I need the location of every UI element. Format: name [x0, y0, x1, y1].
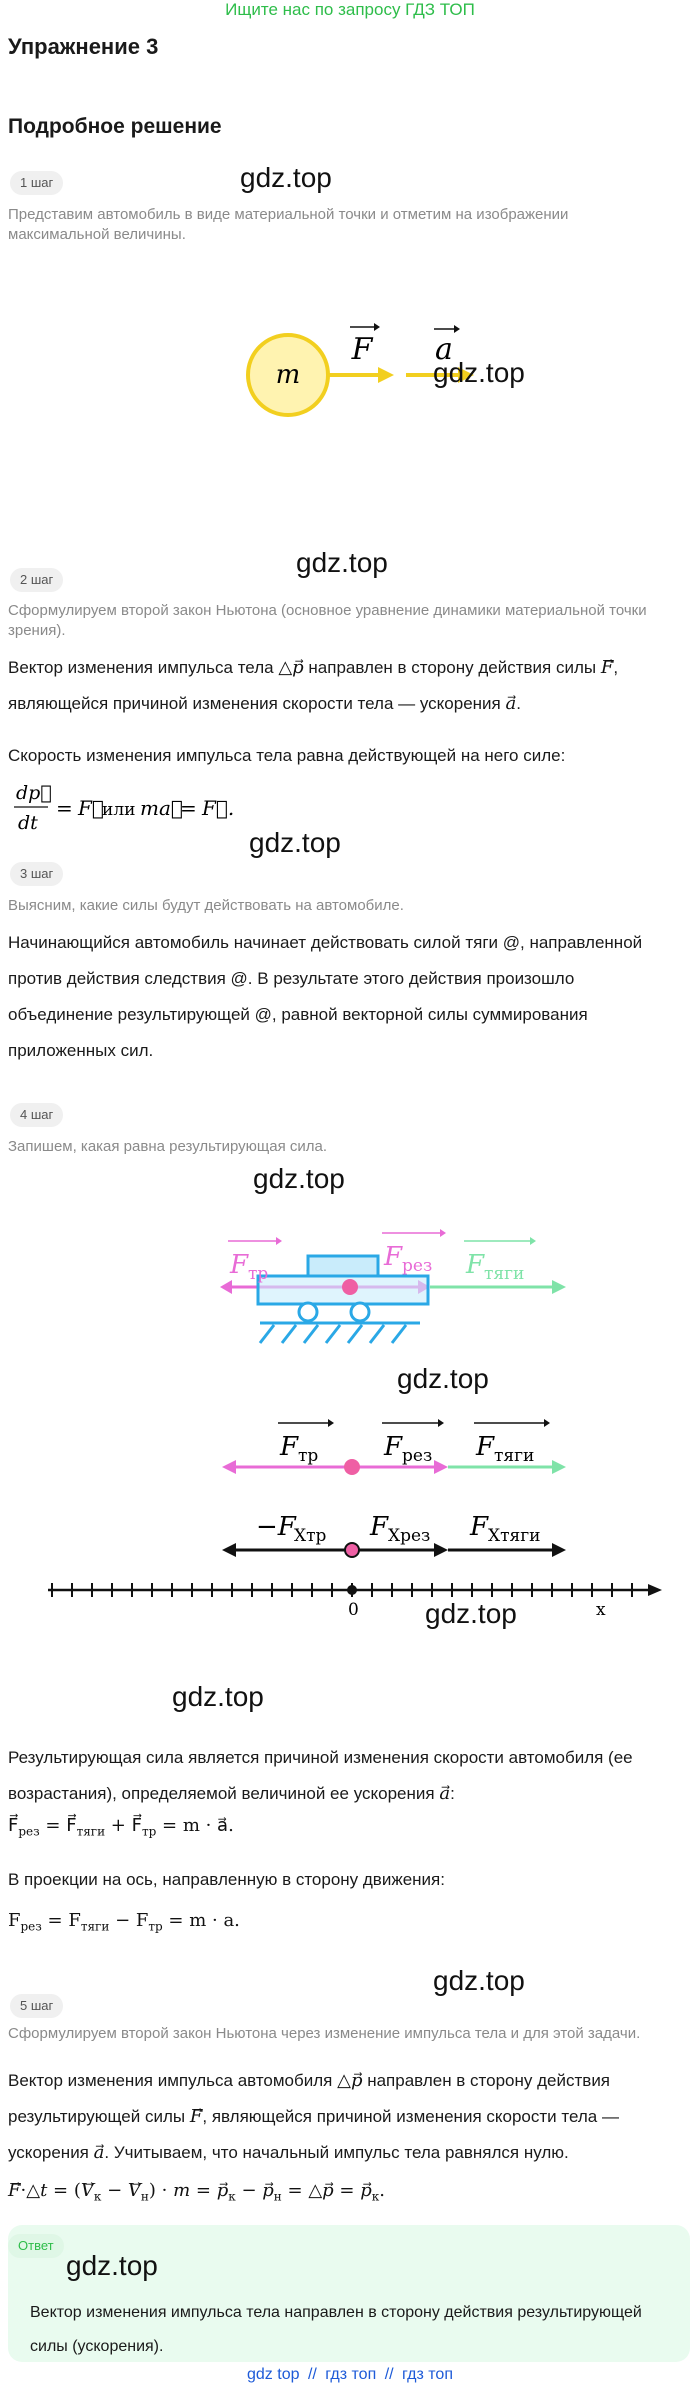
svg-text:F: F	[370, 1512, 389, 1542]
step-4-text-2: В проекции на ось, направленную в сторону движения:	[8, 1870, 445, 1889]
accel-symbol: a	[505, 693, 517, 714]
step-1-hint: Представим автомобиль в виде материальной точки и отметим на изображении максимальной величины.	[8, 206, 569, 243]
friction-label: F	[230, 1250, 249, 1280]
step-5-paragraph: Вектор изменения импульса автомобиля △p направлен в сторону действия результирующей силы F, являющейся причиной изменения скорости тела — ускорения a. Учитываем, что начальный импульс тела равнялся нулю.	[8, 2070, 619, 2163]
watermark: gdz.top	[249, 827, 341, 858]
step-5-badge: 5 шаг	[10, 1994, 63, 2018]
page-title: Упражнение 3	[8, 34, 159, 59]
text: направлен в сторону действия силы	[308, 658, 597, 677]
svg-text:−F: −F	[256, 1512, 296, 1542]
text: Вектор изменения импульса тела	[8, 658, 274, 677]
step-1-badge: 1 шаг	[10, 171, 63, 195]
force-symbol: F	[600, 657, 614, 678]
svg-text:рез: рез	[402, 1256, 433, 1276]
watermark: gdz.top	[296, 547, 388, 578]
footer-sep: //	[384, 2366, 394, 2383]
watermark: gdz.top	[240, 162, 332, 193]
car-cabin	[308, 1256, 378, 1276]
section-title: Подробное решение	[8, 115, 222, 138]
svg-text:ma⃗: ma⃗	[140, 796, 183, 820]
mass-label: m	[275, 360, 301, 390]
step-4-badge: 4 шаг	[10, 1103, 63, 1127]
step-5-hint: Сформулируем второй закон Ньютона через изменение импульса тела и для этой задачи.	[8, 2025, 641, 2042]
step-2-paragraph: Вектор изменения импульса тела △p направлен в сторону действия силы F, являющейся причиной изменения скорости тела — ускорения a.	[8, 657, 619, 714]
force-label: F	[351, 332, 373, 367]
axis-label: x	[596, 1600, 606, 1620]
step-4-hint: Запишем, какая равна результирующая сила.	[8, 1138, 328, 1155]
answer-badge: Ответ	[8, 2234, 64, 2258]
svg-text:F⃗.: F⃗.	[202, 796, 235, 820]
footer-links	[0, 2366, 700, 2384]
formula-resultant-vector: $F⃗_{рез}$ = $F⃗_{тяги}$ + $F⃗_{тр} = m$ · a⃗.	[8, 1815, 234, 1839]
svg-text:=: =	[56, 796, 73, 820]
svg-text:F: F	[470, 1512, 489, 1542]
car-wheel	[351, 1303, 369, 1321]
svg-text:F: F	[384, 1432, 403, 1462]
accel-label: a	[435, 332, 453, 367]
svg-text:Xтр: Xтр	[294, 1526, 327, 1546]
or-word: или	[102, 800, 136, 820]
watermark: gdz.top	[433, 357, 525, 388]
watermark: gdz.top	[397, 1363, 489, 1394]
diagram-car-forces	[220, 1225, 580, 1365]
step-3-hint: Выясним, какие силы будут действовать на автомобиле.	[8, 897, 404, 914]
center-of-mass	[342, 1279, 358, 1295]
svg-text:Xрез: Xрез	[388, 1526, 431, 1546]
footer-link[interactable]: гдз топ	[402, 2366, 453, 2383]
traction-label: F	[466, 1250, 485, 1280]
svg-text:=: =	[180, 796, 197, 820]
svg-text:тяги: тяги	[494, 1446, 535, 1466]
svg-text:тяги: тяги	[484, 1264, 525, 1284]
answer-text: Вектор изменения импульса тела направлен в сторону действия результирующей силы (ускорения).	[30, 2304, 642, 2355]
svg-text:dt: dt	[18, 812, 38, 834]
diagram-axis-projections	[40, 1415, 670, 1630]
svg-text:dp⃗: dp⃗	[16, 782, 52, 804]
step-4-paragraph: Результирующая сила является причиной изменения скорости автомобиля (ее возрастания), определяемой величиной ее ускорения a:	[8, 1748, 633, 1804]
top-banner[interactable]: Ищите нас по запросу ГДЗ ТОП	[225, 0, 475, 19]
origin-label: 0	[348, 1600, 359, 1620]
svg-text:тр: тр	[248, 1264, 269, 1284]
force-arrow-head	[378, 367, 394, 383]
formula-momentum-change: F⃗·△t = $(V_к - V_н) \cdot m = p_к - p_н$ = △p⃗ = $p_к$.	[8, 2180, 385, 2204]
watermark: gdz.top	[425, 1598, 517, 1629]
step-3-badge: 3 шаг	[10, 862, 63, 886]
delta-p-symbol: △p	[278, 657, 304, 678]
resultant-label: F	[384, 1242, 403, 1272]
step-2-hint: Сформулируем второй закон Ньютона (основное уравнение динамики материальной точки зрения).	[8, 602, 647, 639]
svg-text:тр: тр	[298, 1446, 319, 1466]
text: являющейся причиной изменения скорости тела — ускорения	[8, 694, 501, 713]
formula-resultant-projection: $F_{рез} = F_{тяги} - F_{тр} = m \cdot a$.	[8, 1910, 240, 1934]
car-wheel	[299, 1303, 317, 1321]
watermark: gdz.top	[433, 1965, 525, 1996]
svg-text:Xтяги: Xтяги	[488, 1526, 541, 1546]
svg-text:F: F	[280, 1432, 299, 1462]
svg-text:F⃗: F⃗	[78, 796, 104, 820]
watermark: gdz.top	[172, 1681, 264, 1712]
step-2-text-2: Скорость изменения импульса тела равна действующей на него силе:	[8, 746, 566, 765]
svg-text:F: F	[476, 1432, 495, 1462]
footer-link[interactable]: gdz top	[247, 2366, 300, 2383]
step-3-paragraph: Начинающийся автомобиль начинает действовать силой тяги @, направленной против действия следствия @. В результате этого действия произошло объединение результирующей @, равной векторной силы суммирования приложенных сил.	[8, 933, 643, 1060]
svg-text:рез: рез	[402, 1446, 433, 1466]
footer-link[interactable]: гдз топ	[325, 2366, 377, 2383]
watermark: gdz.top	[253, 1163, 345, 1194]
step-2-badge: 2 шаг	[10, 568, 63, 592]
watermark: gdz.top	[66, 2250, 158, 2281]
formula-newton-2	[8, 777, 268, 837]
footer-sep: //	[307, 2366, 317, 2383]
